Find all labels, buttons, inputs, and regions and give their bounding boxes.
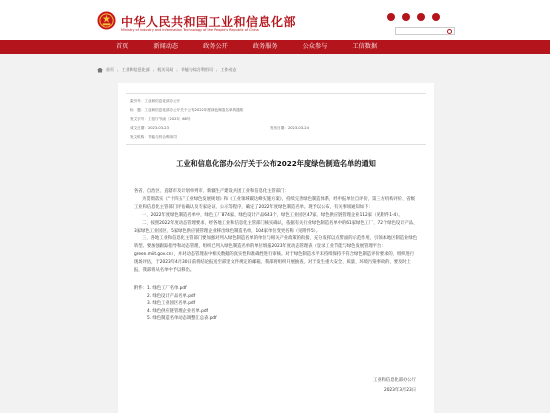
attachment-link[interactable]: 3. 绿色工业园区名单.pdf [147, 301, 196, 307]
search-icon[interactable] [447, 29, 452, 34]
breadcrumb-separator: › [176, 67, 178, 73]
breadcrumb-energy-dept[interactable]: 节能与综合利用司 [180, 67, 213, 72]
search-input[interactable] [395, 27, 455, 35]
addressee: 各省、自治区、直辖市及计划单列市、新疆生产建设兵团工业和信息化主管部门： [134, 189, 289, 194]
nav-item-participation[interactable]: 公众参与 [302, 43, 328, 50]
home-icon [97, 68, 103, 73]
meta-title: 标 题： 工业和信息化部办公厅关于公布2022年度绿色制造名单的通知 [130, 108, 244, 112]
paragraph-4: 三、各地工业和信息化主管部门要加强对列入绿色制造名单的单位与相关产业政策的衔接，充分发挥以点带面的示范作用，引领本地区制造业绿色转型。要加强跟踪指导和动态管理，组织已列入绿色制造名单的单位填报2023年度动态管理表（登录工业节能与绿色发展管理平台：green.miit.gov.cn），并对动态管理表中相关数据的真实性和准确性进行审核。对于绿色制造水平未持续保持不符合绿色制造评价要求的，组织进行现场评估，于2023年4月30日前将结论报送至部里文件规定的邮箱。我部将组织开展抽查，对于发生重大安全、质量、环境污染事故的，要及时上报，我部将从名单中予以移出。 [134, 236, 417, 274]
mobile-icon[interactable] [432, 13, 440, 21]
site-header [0, 0, 550, 40]
attachment-link[interactable]: 5. 绿色制造名单动态调整汇总表.pdf [147, 316, 217, 322]
breadcrumb-separator: › [215, 67, 218, 73]
attachments [134, 285, 418, 323]
accessibility-icon[interactable] [387, 13, 395, 21]
attachment-link[interactable]: 2. 绿色设计产品名单.pdf [147, 293, 196, 299]
meta-written-date: 成文日期： 2023-03-23 [130, 126, 169, 130]
breadcrumb-ministry[interactable]: 工业和信息化部 [121, 67, 150, 72]
nav-item-data[interactable]: 工信数据 [352, 43, 378, 50]
national-emblem-icon [97, 11, 116, 30]
breadcrumb-separator: › [152, 67, 155, 73]
breadcrumb-departments[interactable]: 机关司局 [157, 67, 174, 72]
attachment-link[interactable]: 4. 绿色供应链管理企业名单.pdf [147, 308, 209, 314]
signature-block [373, 376, 416, 396]
nav-item-gov-affairs[interactable]: 政务公开 [203, 43, 228, 50]
meta-publish-date: 发布日期： 2023-03-24 [270, 126, 309, 130]
signing-org: 工业和信息化部办公厅 [373, 378, 416, 383]
meta-doc-number: 发文字号： 工信厅节函〔2023〕68号 [130, 117, 191, 121]
main-nav [0, 40, 550, 54]
breadcrumb-home[interactable]: 首页 [106, 67, 114, 72]
site-subtitle: Ministry of Industry and Information Technology of the People's Republic of China [121, 28, 259, 32]
paragraph-2: 一、2022年度绿色制造名单中，绿色工厂874家、绿色设计产品643个、绿色工业园区47家、绿色供应链管理企业112家（见附件1-4）。 [142, 212, 403, 218]
nav-item-home[interactable]: 首页 [116, 43, 129, 50]
wechat-icon[interactable] [417, 13, 425, 21]
attachments-label: 附件： [134, 285, 147, 291]
breadcrumb [97, 67, 236, 73]
breadcrumb-separator: › [117, 67, 119, 73]
document-body [134, 188, 418, 275]
attachment-link[interactable]: 1. 绿色工厂名单.pdf [147, 285, 187, 291]
signing-date: 2023年3月23日 [383, 388, 416, 393]
weibo-icon[interactable] [402, 13, 410, 21]
meta-index: 索引号： 工业和信息化部办公厅 [130, 99, 181, 103]
nav-item-news[interactable]: 新闻动态 [153, 43, 179, 50]
site-title[interactable]: 中华人民共和国工业和信息化部 [121, 15, 297, 29]
nav-item-services[interactable]: 政务服务 [252, 43, 278, 50]
paragraph-3: 二、按照2022年度动态管理要求，经各地工业和信息化主管部门核实确认，依据有关行业绿色制造名单中的61家绿色工厂、72个绿色设计产品、3家绿色工业园区、5家绿色供应链管理企业移出绿色制造名单，104家单位变更名称（见附件5）。 [134, 220, 418, 234]
meta-issuing-org: 发文机构： 节能与综合利用司 [130, 135, 177, 139]
document-meta [126, 93, 426, 145]
paragraph-1: 为贯彻落实《“十四五”工业绿色发展规划》和《工业领域碳达峰实施方案》，持续完善绿色制造体系，经申报单位自评价、第三方机构评价、省级工业和信息化主管部门评估确认及专家论证、公示等程序，确定了2022年度绿色制造名单。现予以公布，有关事项通知如下： [134, 196, 415, 210]
header-icons [387, 13, 440, 21]
breadcrumb-work-news[interactable]: 工作动态 [220, 67, 237, 72]
document-title: 工业和信息化部办公厅关于公布2022年度绿色制造名单的通知 [176, 159, 376, 168]
article-panel [118, 83, 434, 413]
